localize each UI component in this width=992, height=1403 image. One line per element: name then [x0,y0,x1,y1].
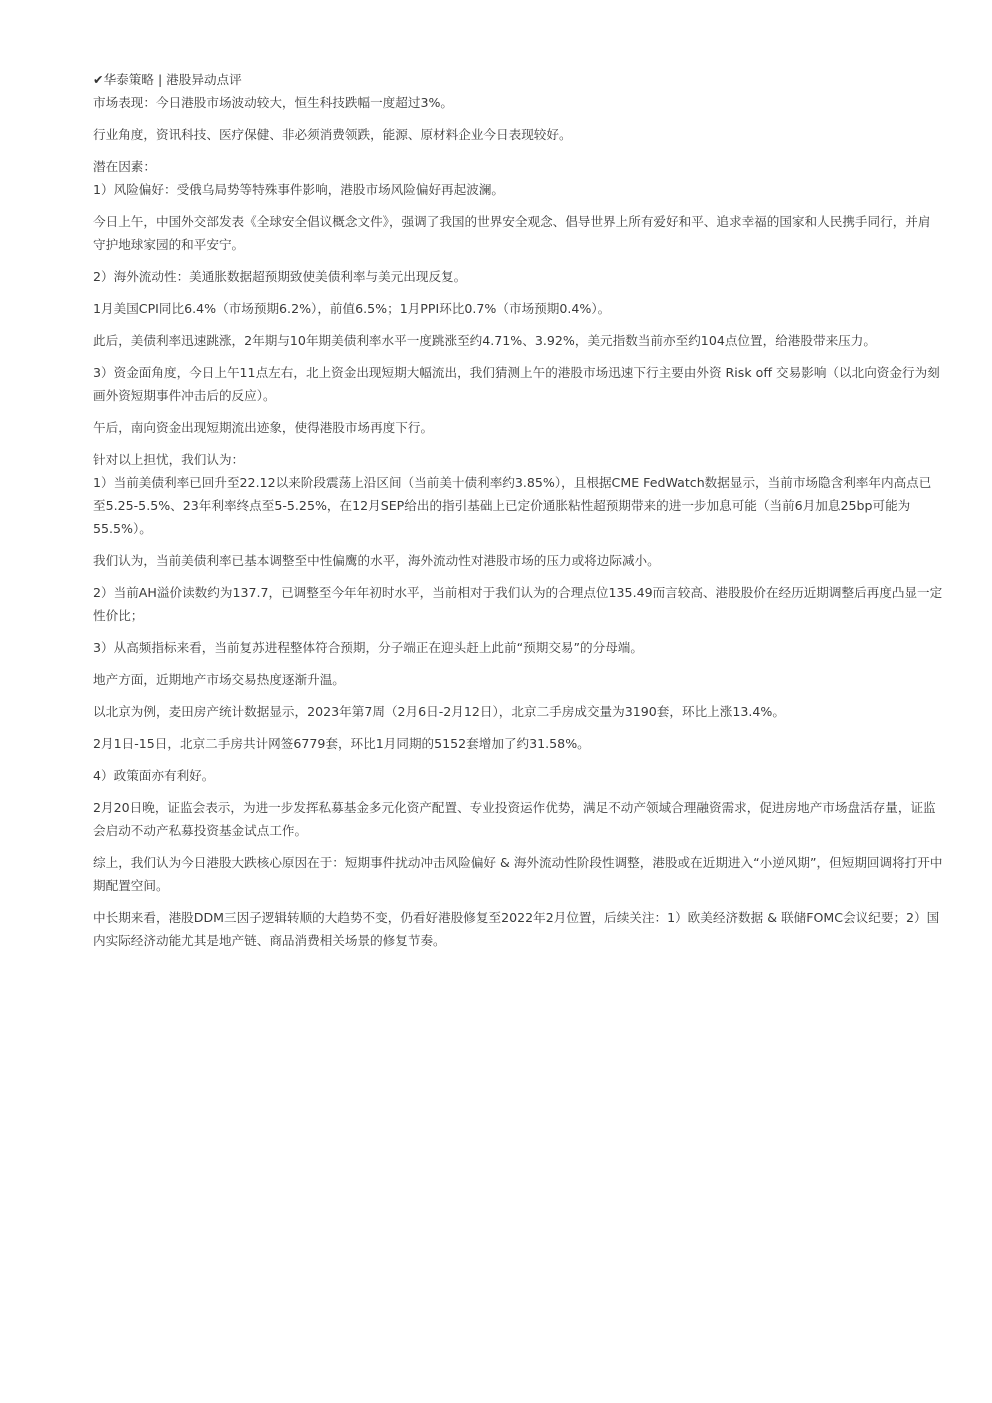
document-body [93,68,943,952]
document-title [93,68,943,91]
paragraph-ah-premium: 2）当前AH溢价读数约为137.7，已调整至今年年初时水平，当前相对于我们认为的合理点位135.49而言较高、港股股价在经历近期调整后再度凸显一定性价比； [93,585,943,623]
paragraph-overseas-liquidity: 2）海外流动性：美通胀数据超预期致使美债利率与美元出现反复。 [93,269,467,284]
title-text: 华泰策略 | 港股异动点评 [103,72,242,87]
paragraph-market-performance: 市场表现：今日港股市场波动较大，恒生科技跌幅一度超过3%。 [93,95,454,110]
paragraph-neutral-hawkish: 我们认为，当前美债利率已基本调整至中性偏鹰的水平，海外流动性对港股市场的压力或将边际减小。 [93,553,660,568]
paragraph-our-view-heading: 针对以上担忧，我们认为： [93,452,245,467]
paragraph-high-frequency: 3）从高频指标来看，当前复苏进程整体符合预期，分子端正在迎头赶上此前“预期交易”的分母端。 [93,640,643,655]
paragraph-property: 地产方面，近期地产市场交易热度逐渐升温。 [93,672,345,687]
paragraph-foreign-ministry: 今日上午，中国外交部发表《全球安全倡议概念文件》，强调了我国的世界安全观念、倡导世界上所有爱好和平、追求幸福的国家和人民携手同行，并肩守护地球家园的和平安宁。 [93,214,931,252]
paragraph-capital-flows: 3）资金面角度，今日上午11点左右，北上资金出现短期大幅流出，我们猜测上午的港股市场迅速下行主要由外资 Risk off 交易影响（以北向资金行为刻画外资短期事件冲击后的反应）。 [93,365,940,403]
paragraph-summary: 综上，我们认为今日港股大跌核心原因在于：短期事件扰动冲击风险偏好 & 海外流动性阶段性调整，港股或在近期进入“小逆风期”，但短期回调将打开中期配置空间。 [93,855,943,893]
paragraph-long-term: 中长期来看，港股DDM三因子逻辑转顺的大趋势不变，仍看好港股修复至2022年2月位置，后续关注：1）欧美经济数据 & 联储FOMC会议纪要；2）国内实际经济动能尤其是地产链、商品消费相关场景的修复节奏。 [93,910,940,948]
paragraph-beijing-example: 以北京为例，麦田房产统计数据显示，2023年第7周（2月6日-2月12日），北京二手房成交量为3190套，环比上涨13.4%。 [93,704,785,719]
paragraph-treasury-yields: 此后，美债利率迅速跳涨，2年期与10年期美债利率水平一度跳涨至约4.71%、3.92%，美元指数当前亦至约104点位置，给港股带来压力。 [93,333,876,348]
paragraph-risk-appetite: 1）风险偏好：受俄乌局势等特殊事件影响，港股市场风险偏好再起波澜。 [93,182,505,197]
paragraph-potential-factors-heading: 潜在因素： [93,159,156,174]
paragraph-policy: 4）政策面亦有利好。 [93,768,215,783]
paragraph-southbound: 午后，南向资金出现短期流出迹象，使得港股市场再度下行。 [93,420,434,435]
paragraph-csrc: 2月20日晚，证监会表示，为进一步发挥私募基金多元化资产配置、专业投资运作优势，满足不动产领域合理融资需求，促进房地产市场盘活存量，证监会启动不动产私募投资基金试点工作。 [93,800,936,838]
check-mark-icon: ✔ [93,72,104,87]
paragraph-cpi-ppi: 1月美国CPI同比6.4%（市场预期6.2%），前值6.5%；1月PPI环比0.7%（市场预期0.4%）。 [93,301,611,316]
paragraph-beijing-signings: 2月1日-15日，北京二手房共计网签6779套，环比1月同期的5152套增加了约31.58%。 [93,736,590,751]
paragraph-industry: 行业角度，资讯科技、医疗保健、非必须消费领跌，能源、原材料企业今日表现较好。 [93,127,572,142]
paragraph-rate-view: 1）当前美债利率已回升至22.12以来阶段震荡上沿区间（当前美十债利率约3.85%），且根据CME FedWatch数据显示，当前市场隐含利率年内高点已至5.25-5.5%、23年利率终点至5-5.25%，在12月SEP给出的指引基础上已定价通胀粘性超预期带来的进一步加息可能（当前6月加息25bp可能为55.5%）。 [93,475,932,536]
